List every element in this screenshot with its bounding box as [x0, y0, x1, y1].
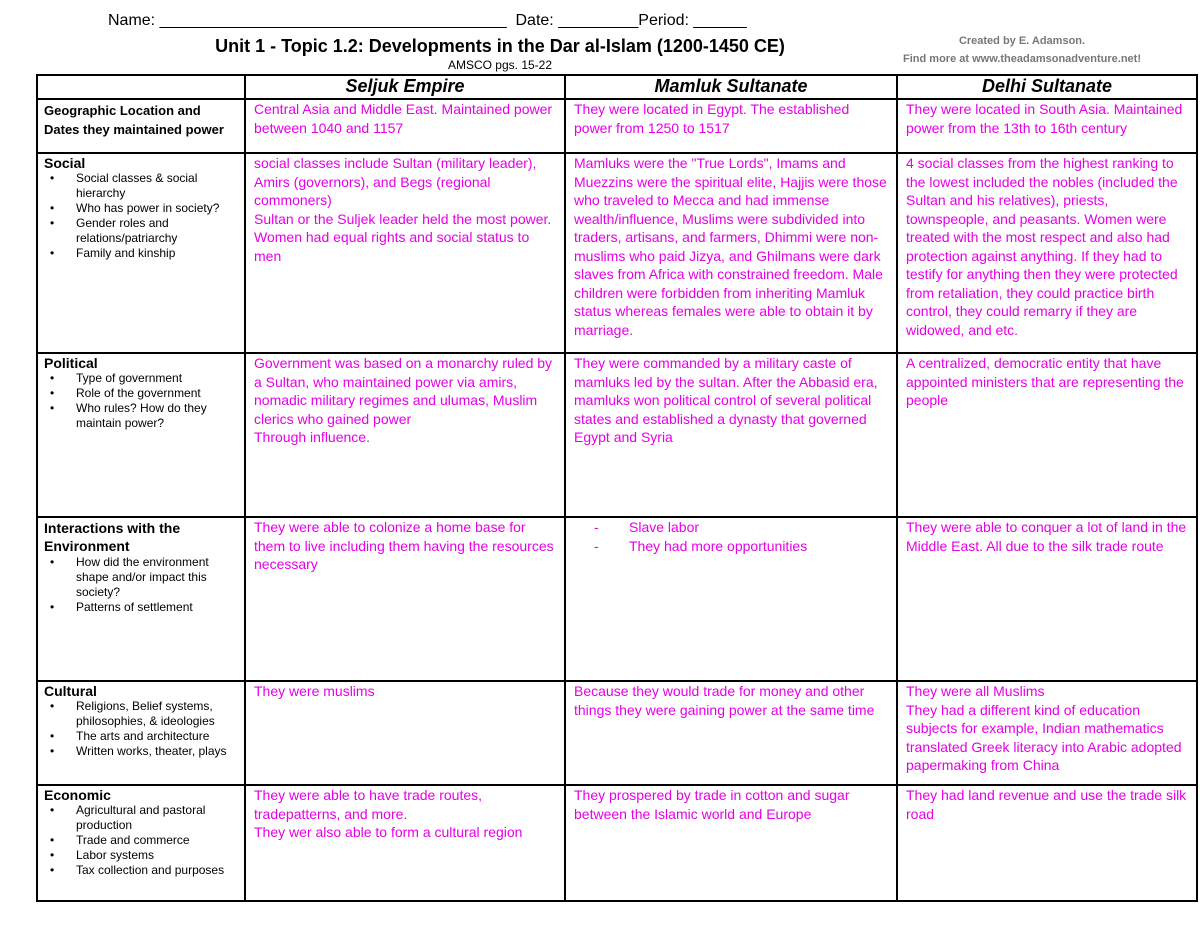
answer-cell-seljuk[interactable] [245, 517, 565, 681]
answer-cell-seljuk[interactable] [245, 99, 565, 153]
table-row-geographic [37, 99, 1197, 153]
answer-cell-mamluk[interactable] [565, 153, 897, 353]
column-header-mamluk: Mamluk Sultanate [565, 75, 897, 99]
answer-text: They were able to have trade routes, tradepatterns, and more. They wer also able to form a cultural region [254, 787, 523, 840]
answer-cell-delhi[interactable] [897, 153, 1197, 353]
list-item: • Social classes & social hierarchy [64, 171, 238, 201]
answer-text: They prospered by trade in cotton and sugar between the Islamic world and Europe [574, 787, 850, 822]
answer-text: They were located in South Asia. Maintained power from the 13th to 16th century [906, 101, 1183, 136]
answer-text: They were commanded by a military caste of mamluks led by the sultan. After the Abbasid era, mamluks won political control of several political states and established a dynasty that governed Egypt and Syria [574, 355, 878, 445]
column-header-delhi: Delhi Sultanate [897, 75, 1197, 99]
answer-cell-mamluk[interactable] [565, 99, 897, 153]
list-item: - Slave labor [594, 518, 888, 537]
list-item: • How did the environment shape and/or impact this society? [64, 555, 238, 600]
credit-website: Find more at www.theadamsonadventure.net! [903, 53, 1141, 65]
list-item: • Religions, Belief systems, philosophies, & ideologies [64, 699, 238, 729]
header-corner-cell [37, 75, 245, 99]
list-item: • Trade and commerce [64, 833, 238, 848]
answer-text: They were able to conquer a lot of land in the Middle East. All due to the silk trade route [906, 519, 1187, 554]
row-label-cell [37, 681, 245, 785]
comparison-table [36, 74, 1198, 902]
row-label: Cultural [44, 683, 97, 699]
row-label: Interactions with the Environment [44, 520, 181, 554]
prompt-list [44, 803, 238, 878]
list-item: • Labor systems [64, 848, 238, 863]
list-item: • Who has power in society? [64, 201, 238, 216]
answer-text: They had land revenue and use the trade silk road [906, 787, 1187, 822]
answer-cell-mamluk[interactable] [565, 353, 897, 517]
list-item: • The arts and architecture [64, 729, 238, 744]
answer-cell-mamluk[interactable] [565, 517, 897, 681]
answer-cell-seljuk[interactable] [245, 153, 565, 353]
answer-cell-seljuk[interactable] [245, 785, 565, 901]
answer-text: Mamluks were the "True Lords", Imams and Muezzins were the spiritual elite, Hajjis were those who traveled to Mecca and had immense wealth/influence, Muslims were subdivided into traders, artisans, and farmers, Dhimmi were non-muslims who paid Jizya, and Ghilmans were dark slaves from Africa with constrained freedom. Male children were forbidden from inheriting Mamluk status whereas females were able to obtain it by marriage. [574, 155, 887, 338]
row-label-cell [37, 99, 245, 153]
table-header-row [37, 75, 1197, 99]
column-header-seljuk: Seljuk Empire [245, 75, 565, 99]
page-subtitle: AMSCO pgs. 15-22 [447, 58, 553, 72]
credit-block [862, 32, 1182, 68]
list-item: - They had more opportunities [594, 537, 888, 556]
answer-text: Government was based on a monarchy ruled by a Sultan, who maintained power via amirs, nomadic military regimes and ulumas, Muslim clerics who gained power Through influence. [254, 355, 553, 445]
answer-text: They were all Muslims They had a different kind of education subjects for example, Indian mathematics translated Greek literacy into Arabic adopted papermaking from China [906, 683, 1182, 773]
answer-cell-seljuk[interactable] [245, 353, 565, 517]
table-row-environment [37, 517, 1197, 681]
answer-cell-mamluk[interactable] [565, 785, 897, 901]
row-label-cell [37, 785, 245, 901]
answer-cell-seljuk[interactable] [245, 681, 565, 785]
list-item: • Agricultural and pastoral production [64, 803, 238, 833]
list-item: • Written works, theater, plays [64, 744, 238, 759]
answer-cell-delhi[interactable] [897, 785, 1197, 901]
row-label-cell [37, 517, 245, 681]
row-label-cell [37, 153, 245, 353]
answer-cell-mamluk[interactable] [565, 681, 897, 785]
row-label: Social [44, 155, 86, 171]
table-row-political [37, 353, 1197, 517]
name-date-period-line: Name: _______________________________________ Date: _________Period: ______ [108, 12, 747, 29]
answer-cell-delhi[interactable] [897, 99, 1197, 153]
answer-text: Because they would trade for money and other things they were gaining power at the same time [574, 683, 875, 718]
prompt-list [44, 555, 238, 615]
answer-cell-delhi[interactable] [897, 353, 1197, 517]
row-label: Geographic Location and Dates they maintained power [44, 103, 224, 137]
prompt-list [44, 371, 238, 431]
list-item: • Patterns of settlement [64, 600, 238, 615]
answer-text: A centralized, democratic entity that have appointed ministers that are representing the people [906, 355, 1184, 408]
list-item: • Tax collection and purposes [64, 863, 238, 878]
answer-cell-delhi[interactable] [897, 517, 1197, 681]
list-item: • Family and kinship [64, 246, 238, 261]
answer-text: social classes include Sultan (military leader), Amirs (governors), and Begs (regional commoners) Sultan or the Suljek leader held the most power. Women had equal rights and social status to men [254, 155, 552, 264]
list-item: • Type of government [64, 371, 238, 386]
list-item: • Role of the government [64, 386, 238, 401]
answer-text: Central Asia and Middle East. Maintained power between 1040 and 1157 [254, 101, 553, 136]
prompt-list [44, 699, 238, 759]
table-row-cultural [37, 681, 1197, 785]
list-item: • Gender roles and relations/patriarchy [64, 216, 238, 246]
answer-text: They were able to colonize a home base for them to live including them having the resources necessary [254, 519, 554, 572]
table-row-economic [37, 785, 1197, 901]
table-row-social [37, 153, 1197, 353]
answer-cell-delhi[interactable] [897, 681, 1197, 785]
list-item: • Who rules? How do they maintain power? [64, 401, 238, 431]
row-label-cell [37, 353, 245, 517]
credit-author: Created by E. Adamson. [958, 35, 1086, 47]
row-label: Economic [44, 787, 111, 803]
answer-text: They were muslims [254, 683, 375, 699]
answer-text: 4 social classes from the highest ranking to the lowest included the nobles (included the Sultan and his relatives), priests, townspeople, and peasants. Women were treated with the most respect and also had protection against anything. If they had to testify for anything then they were protected from retaliation, they could practice birth control, they could remarry if they are widowed, and etc. [906, 155, 1178, 338]
prompt-list [44, 171, 238, 261]
answer-dash-list [574, 518, 888, 555]
page-title: Unit 1 - Topic 1.2: Developments in the Dar al-Islam (1200-1450 CE) [215, 36, 785, 56]
answer-text: They were located in Egypt. The established power from 1250 to 1517 [574, 101, 850, 136]
row-label: Political [44, 355, 98, 371]
